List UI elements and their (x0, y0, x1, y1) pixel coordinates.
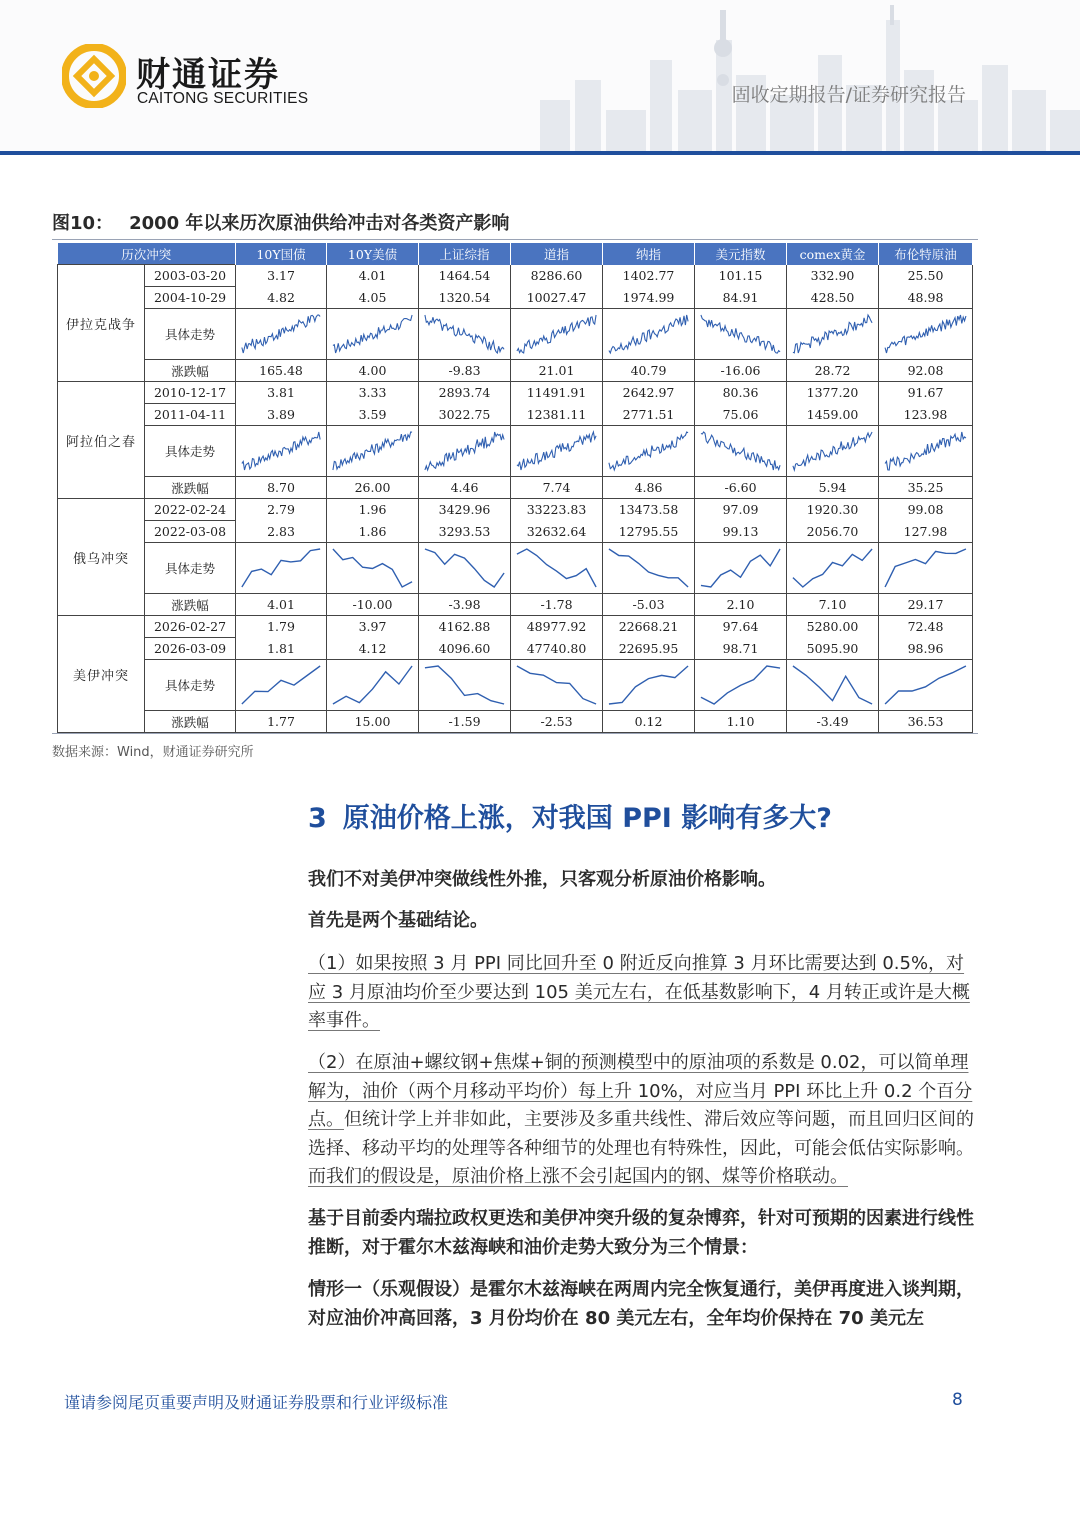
table-row (58, 521, 973, 543)
trend-cell (695, 426, 787, 477)
end-value: 1974.99 (603, 287, 695, 309)
end-value: 123.98 (879, 404, 973, 426)
sparkline-chart (695, 309, 786, 359)
start-value: 99.08 (879, 499, 973, 521)
trend-cell (603, 309, 695, 360)
trend-cell (695, 309, 787, 360)
table-header-row (58, 243, 973, 265)
trend-row (58, 543, 973, 594)
sparkline-chart (603, 309, 694, 359)
change-value: 40.79 (603, 360, 695, 382)
sparkline-path (517, 549, 596, 587)
table-row (58, 287, 973, 309)
start-value: 13473.58 (603, 499, 695, 521)
trend-cell (327, 543, 419, 594)
caitong-logo-icon (62, 44, 126, 108)
sparkline-path (333, 432, 412, 470)
asset-impact-table (57, 243, 973, 733)
sparkline-path (609, 549, 688, 587)
change-value: -5.03 (603, 594, 695, 616)
start-date: 2010-12-17 (145, 382, 236, 404)
sparkline-path (609, 315, 688, 353)
sparkline-chart (695, 426, 786, 476)
sparkline-path (425, 432, 504, 470)
trend-cell (879, 309, 973, 360)
paragraph-4-part-b: 但统计学上并非如此，主要涉及多重共线性、滞后效应等问题，而且回归区间的选择、移动平均的处理等各种细节的处理也有特殊性，因此，可能会低估实际影响。 (308, 1109, 974, 1159)
change-value: 4.01 (236, 594, 327, 616)
end-value: 4.12 (327, 638, 419, 660)
sparkline-chart (327, 426, 418, 476)
sparkline-path (609, 432, 688, 470)
sparkline-path (885, 549, 966, 587)
trend-cell (419, 543, 511, 594)
end-value: 4.05 (327, 287, 419, 309)
sparkline-path (793, 315, 872, 353)
sparkline-chart (511, 309, 602, 359)
table-row (58, 404, 973, 426)
start-value: 3.33 (327, 382, 419, 404)
start-value: 1464.54 (419, 265, 511, 287)
trend-cell (327, 426, 419, 477)
section-number: 3 (308, 803, 327, 834)
end-date: 2011-04-11 (145, 404, 236, 426)
change-value: 29.17 (879, 594, 973, 616)
end-date: 2022-03-08 (145, 521, 236, 543)
end-value: 75.06 (695, 404, 787, 426)
trend-cell (695, 660, 787, 711)
col-header-brent: 布伦特原油 (879, 243, 973, 265)
col-header-gold: comex黄金 (787, 243, 879, 265)
change-value: 7.74 (511, 477, 603, 499)
sparkline-chart (511, 543, 602, 593)
trend-cell (419, 309, 511, 360)
figure-caption: 2000 年以来历次原油供给冲击对各类资产影响 (129, 213, 510, 234)
sparkline-chart (879, 543, 972, 593)
sparkline-path (333, 315, 412, 353)
sparkline-chart (327, 309, 418, 359)
end-value: 2771.51 (603, 404, 695, 426)
conflict-name: 阿拉伯之春 (58, 382, 145, 499)
sparkline-chart (327, 543, 418, 593)
sparkline-path (333, 549, 412, 587)
start-value: 3.81 (236, 382, 327, 404)
trend-cell (879, 543, 973, 594)
sparkline-path (609, 666, 688, 704)
sparkline-path (517, 315, 596, 353)
end-value: 3293.53 (419, 521, 511, 543)
end-value: 4.82 (236, 287, 327, 309)
change-value: -16.06 (695, 360, 787, 382)
col-header-cn10y: 10Y国债 (236, 243, 327, 265)
end-value: 3.89 (236, 404, 327, 426)
end-value: 32632.64 (511, 521, 603, 543)
start-value: 101.15 (695, 265, 787, 287)
change-label: 涨跌幅 (145, 477, 236, 499)
sparkline-chart (419, 543, 510, 593)
end-value: 98.71 (695, 638, 787, 660)
section-heading: 原油价格上涨，对我国 PPI 影响有多大? (342, 803, 832, 834)
trend-cell (236, 660, 327, 711)
end-value: 428.50 (787, 287, 879, 309)
start-value: 3.17 (236, 265, 327, 287)
sparkline-chart (419, 309, 510, 359)
trend-cell (603, 426, 695, 477)
trend-label: 具体走势 (145, 543, 236, 594)
sparkline-chart (879, 309, 972, 359)
change-value: 26.00 (327, 477, 419, 499)
end-value: 47740.80 (511, 638, 603, 660)
paragraph-5: 基于目前委内瑞拉政权更迭和美伊冲突升级的复杂博弈，针对可预期的因素进行线性推断，对于霍尔木兹海峡和油价走势大致分为三个情景： (308, 1208, 974, 1258)
end-value: 10027.47 (511, 287, 603, 309)
page-header (0, 0, 1080, 152)
start-value: 91.67 (879, 382, 973, 404)
logo-chinese-name: 财通证券 (136, 55, 280, 95)
trend-row (58, 309, 973, 360)
sparkline-path (242, 432, 320, 470)
change-value: 1.77 (236, 711, 327, 733)
start-value: 25.50 (879, 265, 973, 287)
figure-bottom-rule (52, 733, 978, 734)
sparkline-path (425, 549, 504, 587)
table-row (58, 382, 973, 404)
logo-english-name: CAITONG SECURITIES (137, 90, 309, 107)
figure-source: 数据来源：Wind，财通证券研究所 (52, 745, 254, 760)
change-value: 0.12 (603, 711, 695, 733)
end-value: 1.81 (236, 638, 327, 660)
start-value: 8286.60 (511, 265, 603, 287)
trend-cell (419, 426, 511, 477)
sparkline-path (701, 666, 780, 704)
sparkline-path (885, 315, 966, 353)
trend-cell (787, 426, 879, 477)
change-value: -1.59 (419, 711, 511, 733)
end-value: 98.96 (879, 638, 973, 660)
end-date: 2004-10-29 (145, 287, 236, 309)
sparkline-chart (419, 660, 510, 710)
change-label: 涨跌幅 (145, 594, 236, 616)
trend-cell (511, 309, 603, 360)
trend-cell (419, 660, 511, 711)
change-row (58, 711, 973, 733)
end-value: 3022.75 (419, 404, 511, 426)
paragraph-4-part-c: 而我们的假设是，原油价格上涨不会引起国内的钢、煤等价格联动。 (308, 1166, 848, 1187)
start-value: 1.79 (236, 616, 327, 638)
trend-cell (511, 426, 603, 477)
end-value: 4096.60 (419, 638, 511, 660)
end-value: 48.98 (879, 287, 973, 309)
trend-label: 具体走势 (145, 309, 236, 360)
end-value: 3.59 (327, 404, 419, 426)
trend-cell (511, 543, 603, 594)
trend-label: 具体走势 (145, 426, 236, 477)
sparkline-path (425, 315, 504, 353)
end-value: 1320.54 (419, 287, 511, 309)
change-label: 涨跌幅 (145, 360, 236, 382)
end-value: 12795.55 (603, 521, 695, 543)
sparkline-chart (787, 309, 878, 359)
sparkline-chart (879, 426, 972, 476)
end-value: 1.86 (327, 521, 419, 543)
start-value: 2.79 (236, 499, 327, 521)
start-value: 80.36 (695, 382, 787, 404)
section-title (308, 796, 832, 835)
change-value: 4.86 (603, 477, 695, 499)
start-value: 48977.92 (511, 616, 603, 638)
sparkline-path (701, 432, 780, 470)
change-value: 92.08 (879, 360, 973, 382)
sparkline-chart (236, 543, 326, 593)
sparkline-path (793, 549, 872, 587)
change-value: 21.01 (511, 360, 603, 382)
start-value: 1377.20 (787, 382, 879, 404)
sparkline-path (333, 666, 412, 704)
trend-cell (511, 660, 603, 711)
change-value: -2.53 (511, 711, 603, 733)
trend-cell (787, 543, 879, 594)
change-row (58, 360, 973, 382)
trend-cell (327, 660, 419, 711)
trend-cell (695, 543, 787, 594)
sparkline-path (701, 549, 780, 587)
sparkline-chart (695, 543, 786, 593)
sparkline-chart (236, 309, 326, 359)
change-row (58, 594, 973, 616)
trend-cell (879, 426, 973, 477)
trend-cell (236, 426, 327, 477)
start-value: 1402.77 (603, 265, 695, 287)
change-value: 28.72 (787, 360, 879, 382)
trend-label: 具体走势 (145, 660, 236, 711)
sparkline-path (425, 666, 504, 704)
trend-cell (327, 309, 419, 360)
col-header-dxy: 美元指数 (695, 243, 787, 265)
sparkline-path (885, 666, 966, 704)
change-value: 4.46 (419, 477, 511, 499)
sparkline-path (517, 666, 596, 704)
header-divider (0, 151, 1080, 155)
start-date: 2026-02-27 (145, 616, 236, 638)
col-header-us10y: 10Y美债 (327, 243, 419, 265)
sparkline-chart (236, 660, 326, 710)
change-label: 涨跌幅 (145, 711, 236, 733)
change-value: -3.49 (787, 711, 879, 733)
col-header-conflict: 历次冲突 (58, 243, 236, 265)
paragraph-3: （1）如果按照 3 月 PPI 同比回升至 0 附近反向推算 3 月环比需要达到 0.5%，对应 3 月原油均价至少要达到 105 美元左右，在低基数影响下，4 月转正或许是大概率事件。 (308, 953, 970, 1031)
change-value: 165.48 (236, 360, 327, 382)
start-value: 33223.83 (511, 499, 603, 521)
col-header-dow: 道指 (511, 243, 603, 265)
trend-cell (879, 660, 973, 711)
change-value: -3.98 (419, 594, 511, 616)
footer-disclaimer: 谨请参阅尾页重要声明及财通证券股票和行业评级标准 (64, 1393, 449, 1412)
start-value: 72.48 (879, 616, 973, 638)
change-value: -9.83 (419, 360, 511, 382)
change-value: 4.00 (327, 360, 419, 382)
report-type: 固收定期报告/证券研究报告 (731, 84, 966, 106)
sparkline-chart (879, 660, 972, 710)
end-value: 12381.11 (511, 404, 603, 426)
change-row (58, 477, 973, 499)
start-value: 5280.00 (787, 616, 879, 638)
sparkline-path (242, 315, 320, 353)
end-value: 5095.90 (787, 638, 879, 660)
trend-cell (787, 309, 879, 360)
table-row (58, 638, 973, 660)
trend-cell (236, 543, 327, 594)
trend-cell (603, 660, 695, 711)
end-date: 2026-03-09 (145, 638, 236, 660)
start-value: 22668.21 (603, 616, 695, 638)
end-value: 99.13 (695, 521, 787, 543)
figure-top-rule (52, 239, 978, 240)
sparkline-chart (787, 660, 878, 710)
end-value: 2.83 (236, 521, 327, 543)
end-value: 84.91 (695, 287, 787, 309)
change-value: 35.25 (879, 477, 973, 499)
change-value: 8.70 (236, 477, 327, 499)
change-value: 2.10 (695, 594, 787, 616)
sparkline-path (701, 315, 780, 353)
col-header-sse: 上证综指 (419, 243, 511, 265)
trend-cell (603, 543, 695, 594)
figure-title (52, 209, 509, 235)
start-value: 332.90 (787, 265, 879, 287)
start-value: 97.09 (695, 499, 787, 521)
conflict-name: 俄乌冲突 (58, 499, 145, 616)
end-value: 2056.70 (787, 521, 879, 543)
trend-row (58, 660, 973, 711)
table-row (58, 616, 973, 638)
sparkline-path (793, 666, 872, 704)
start-value: 4162.88 (419, 616, 511, 638)
trend-cell (787, 660, 879, 711)
change-value: -1.78 (511, 594, 603, 616)
col-header-nasdaq: 纳指 (603, 243, 695, 265)
start-value: 97.64 (695, 616, 787, 638)
change-value: 15.00 (327, 711, 419, 733)
change-value: -10.00 (327, 594, 419, 616)
change-value: 36.53 (879, 711, 973, 733)
city-skyline-graphic (520, 0, 1080, 152)
page-number: 8 (952, 1390, 963, 1410)
start-value: 2893.74 (419, 382, 511, 404)
paragraph-2: 首先是两个基础结论。 (308, 910, 488, 931)
end-value: 127.98 (879, 521, 973, 543)
sparkline-chart (327, 660, 418, 710)
start-value: 1.96 (327, 499, 419, 521)
start-value: 1920.30 (787, 499, 879, 521)
change-value: 1.10 (695, 711, 787, 733)
sparkline-chart (603, 660, 694, 710)
paragraph-4-part-a: （2）在原油+螺纹钢+焦煤+铜的预测模型中的原油项的系数是 0.02，可以简单理解为，油价（两个月移动平均价）每上升 10%，对应当月 PPI 环比上升 0.2 个百分点。 (308, 1052, 973, 1130)
paragraph-4 (308, 1049, 980, 1192)
table-row (58, 265, 973, 287)
paragraph-1: 我们不对美伊冲突做线性外推，只客观分析原油价格影响。 (308, 869, 776, 890)
sparkline-path (793, 432, 872, 470)
paragraph-6: 情形一（乐观假设）是霍尔木兹海峡在两周内完全恢复通行，美伊再度进入谈判期，对应油价冲高回落，3 月份均价在 80 美元左右，全年均价保持在 70 美元左 (308, 1279, 974, 1329)
start-value: 4.01 (327, 265, 419, 287)
sparkline-chart (787, 543, 878, 593)
sparkline-chart (419, 426, 510, 476)
sparkline-path (885, 432, 966, 470)
start-value: 2642.97 (603, 382, 695, 404)
start-value: 3.97 (327, 616, 419, 638)
start-value: 3429.96 (419, 499, 511, 521)
sparkline-chart (511, 426, 602, 476)
sparkline-path (242, 666, 320, 704)
change-value: -6.60 (695, 477, 787, 499)
conflict-name: 美伊冲突 (58, 616, 145, 733)
sparkline-chart (511, 660, 602, 710)
sparkline-chart (603, 543, 694, 593)
change-value: 7.10 (787, 594, 879, 616)
trend-cell (236, 309, 327, 360)
change-value: 5.94 (787, 477, 879, 499)
end-value: 1459.00 (787, 404, 879, 426)
sparkline-chart (695, 660, 786, 710)
start-date: 2003-03-20 (145, 265, 236, 287)
start-value: 11491.91 (511, 382, 603, 404)
figure-number: 图10： (52, 213, 114, 234)
table-row (58, 499, 973, 521)
sparkline-chart (603, 426, 694, 476)
start-date: 2022-02-24 (145, 499, 236, 521)
sparkline-path (242, 549, 320, 587)
trend-row (58, 426, 973, 477)
conflict-name: 伊拉克战争 (58, 265, 145, 382)
sparkline-path (517, 432, 596, 470)
sparkline-chart (236, 426, 326, 476)
sparkline-chart (787, 426, 878, 476)
end-value: 22695.95 (603, 638, 695, 660)
